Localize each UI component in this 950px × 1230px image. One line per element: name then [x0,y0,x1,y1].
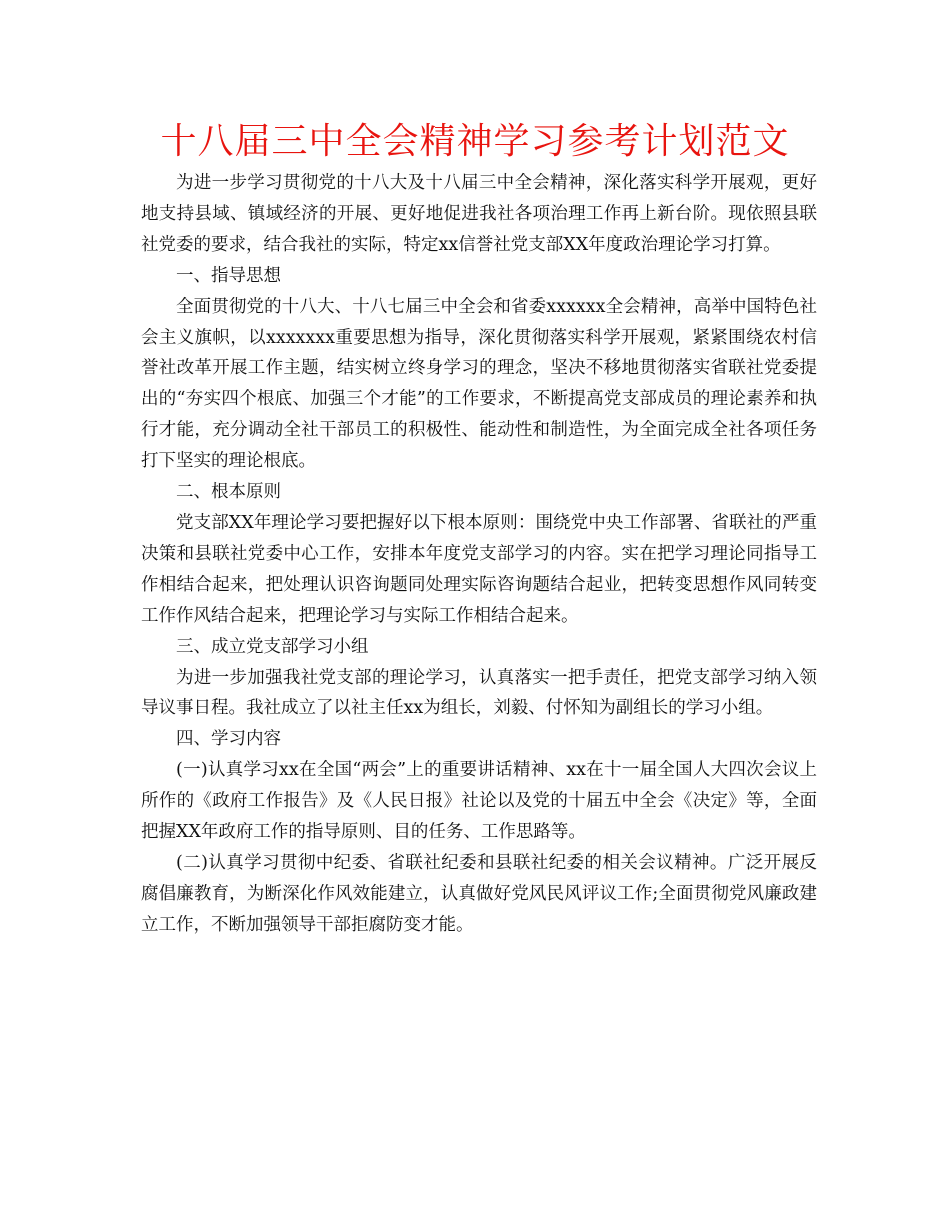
intro-paragraph: 为进一步学习贯彻党的十八大及十八届三中全会精神，深化落实科学开展观，更好地支持县域、镇域经济的开展、更好地促进我社各项治理工作再上新台阶。现依照县联社党委的要求，结合我社的实际，特定xx信誉社党支部XX年度政治理论学习打算。 [141,173,817,255]
guiding-ideology-paragraph: 全面贯彻党的十八大、十八七届三中全会和省委xxxxxx全会精神，高举中国特色社会主义旗帜，以xxxxxxx重要思想为指导，深化贯彻落实科学开展观，紧紧围绕农村信誉社改革开展工作主题，结实树立终身学习的理念，坚决不移地贯彻落实省联社党委提出的“夯实四个根底、加强三个才能”的工作要求，不断提高党支部成员的理论素养和执行才能，充分调动全社干部员工的积极性、能动性和制造性，为全面完成全社各项任务打下坚实的理论根底。 [141,296,817,472]
document-title: 十八届三中全会精神学习参考计划范文 [160,121,790,162]
section-heading-study-group: 三、成立党支部学习小组 [176,636,369,657]
study-group-paragraph: 为进一步加强我社党支部的理论学习，认真落实一把手责任，把党支部学习纳入领导议事日程。我社成立了以社主任xx为组长，刘毅、付怀知为副组长的学习小组。 [141,667,817,719]
section-heading-basic-principles: 二、根本原则 [176,482,281,503]
basic-principles-paragraph: 党支部XX年理论学习要把握好以下根本原则：围绕党中央工作部署、省联社的严重决策和县联社党委中心工作，安排本年度党支部学习的内容。实在把学习理论同指导工作相结合起来，把处理认识咨询题同处理实际咨询题结合起业，把转变思想作风同转变工作作风结合起来，把理论学习与实际工作相结合起来。 [141,512,817,626]
document-body [141,168,817,941]
study-content-item-2: (二)认真学习贯彻中纪委、省联社纪委和县联社纪委的相关会议精神。广泛开展反腐倡廉教育，为断深化作风效能建立，认真做好党风民风评议工作;全面贯彻党风廉政建立工作，不断加强领导干部拒腐防变才能。 [141,852,817,935]
section-heading-study-content: 四、学习内容 [176,729,281,750]
study-content-item-1: (一)认真学习xx在全国“两会”上的重要讲话精神、xx在十一届全国人大四次会议上所作的《政府工作报告》及《人民日报》社论以及党的十届五中全会《决定》等，全面把握XX年政府工作的指导原则、目的任务、工作思路等。 [141,760,817,843]
section-heading-guiding-ideology: 一、指导思想 [176,265,281,286]
